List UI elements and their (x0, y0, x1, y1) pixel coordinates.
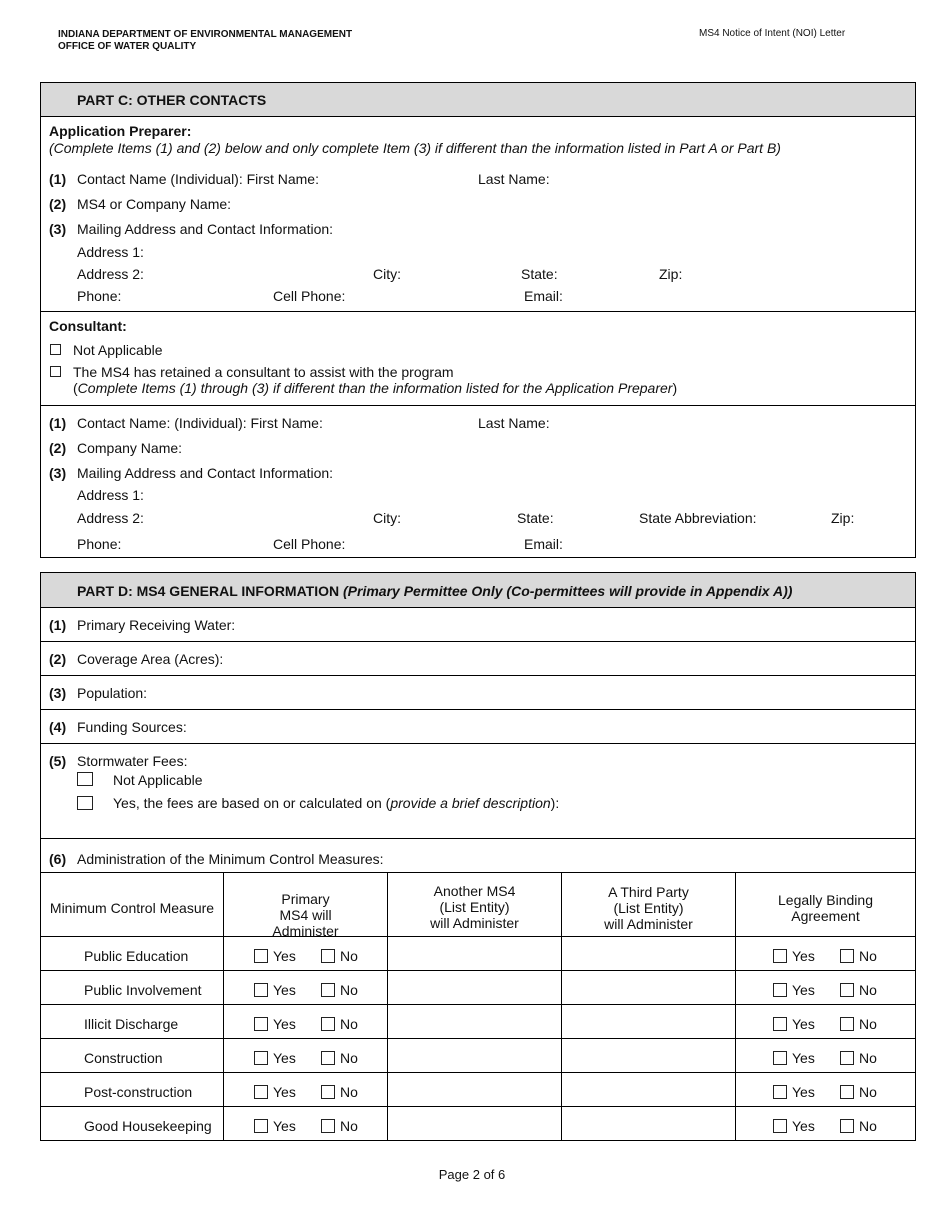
preparer-last-name-label: Last Name: (478, 171, 550, 187)
yes-label: Yes (792, 1084, 815, 1100)
stormwater-fees-label: Stormwater Fees: (77, 753, 188, 769)
consultant-heading: Consultant: (49, 318, 127, 334)
agreement-no-checkbox[interactable] (840, 1051, 854, 1065)
primary-yes-checkbox[interactable] (254, 1017, 268, 1031)
agreement-no-checkbox[interactable] (840, 949, 854, 963)
preparer-city-label: City: (373, 266, 401, 282)
table-row-divider (40, 1038, 916, 1039)
no-label: No (859, 948, 877, 964)
item-number: (4) (49, 719, 67, 735)
fees-not-applicable-checkbox[interactable] (77, 772, 93, 786)
agency-line-2: OFFICE OF WATER QUALITY (58, 41, 197, 52)
divider (40, 641, 916, 642)
part-d-title (77, 583, 792, 599)
consultant-phone-label: Phone: (77, 536, 122, 552)
col-header-measure: Minimum Control Measure (49, 900, 215, 916)
divider (40, 607, 916, 608)
item-number: (1) (49, 171, 67, 187)
consultant-not-applicable-checkbox[interactable] (50, 344, 61, 355)
no-label: No (859, 982, 877, 998)
no-label: No (859, 1016, 877, 1032)
primary-yes-checkbox[interactable] (254, 1051, 268, 1065)
preparer-cell-label: Cell Phone: (273, 288, 346, 304)
preparer-first-name-label: Contact Name (Individual): First Name: (77, 171, 319, 187)
population-label: Population: (77, 685, 148, 701)
agreement-yes-checkbox[interactable] (773, 1017, 787, 1031)
yes-label: Yes (273, 1050, 296, 1066)
agreement-no-checkbox[interactable] (840, 1017, 854, 1031)
fees-yes-checkbox[interactable] (77, 796, 93, 810)
preparer-company-label: MS4 or Company Name: (77, 196, 232, 212)
col-header-another: Another MS4 (List Entity) will Administer (430, 883, 519, 931)
part-c-title: PART C: OTHER CONTACTS (77, 92, 267, 108)
agreement-no-checkbox[interactable] (840, 1085, 854, 1099)
no-label: No (340, 1084, 358, 1100)
primary-no-checkbox[interactable] (321, 1119, 335, 1133)
yes-label: Yes (273, 982, 296, 998)
agency-line-1: INDIANA DEPARTMENT OF ENVIRONMENTAL MANAGEMENT (58, 29, 353, 40)
consultant-last-name-label: Last Name: (478, 415, 550, 431)
item-number: (6) (49, 851, 67, 867)
mcm-row-label: Public Education (84, 948, 189, 964)
col-header-agreement: Legally Binding Agreement (778, 892, 873, 924)
consultant-zip-label: Zip: (831, 510, 855, 526)
preparer-mailing-label: Mailing Address and Contact Information: (77, 221, 334, 237)
item-number: (5) (49, 753, 67, 769)
preparer-zip-label: Zip: (659, 266, 683, 282)
item-number: (1) (49, 617, 67, 633)
agreement-no-checkbox[interactable] (840, 1119, 854, 1133)
no-label: No (859, 1050, 877, 1066)
primary-yes-checkbox[interactable] (254, 949, 268, 963)
no-label: No (859, 1118, 877, 1134)
coverage-area-label: Coverage Area (Acres): (77, 651, 224, 667)
table-row-divider (40, 1004, 916, 1005)
mcm-row-label: Post-construction (84, 1084, 193, 1100)
agreement-yes-checkbox[interactable] (773, 1051, 787, 1065)
mcm-row-label: Illicit Discharge (84, 1016, 179, 1032)
consultant-address2-label: Address 2: (77, 510, 144, 526)
item-number: (3) (49, 465, 67, 481)
divider (40, 116, 916, 117)
no-label: No (340, 948, 358, 964)
divider (40, 872, 916, 873)
primary-receiving-water-label: Primary Receiving Water: (77, 617, 236, 633)
agreement-yes-checkbox[interactable] (773, 983, 787, 997)
primary-yes-checkbox[interactable] (254, 1119, 268, 1133)
no-label: No (340, 1118, 358, 1134)
table-row-divider (40, 1106, 916, 1107)
consultant-mailing-label: Mailing Address and Contact Information: (77, 465, 334, 481)
table-row-divider (40, 1072, 916, 1073)
primary-yes-checkbox[interactable] (254, 983, 268, 997)
preparer-heading: Application Preparer: (49, 123, 192, 139)
consultant-cell-label: Cell Phone: (273, 536, 346, 552)
divider (40, 838, 916, 839)
yes-label: Yes (273, 1016, 296, 1032)
divider (40, 709, 916, 710)
preparer-state-label: State: (521, 266, 558, 282)
item-number: (2) (49, 440, 67, 456)
consultant-first-name-label: Contact Name: (Individual): First Name: (77, 415, 323, 431)
item-number: (1) (49, 415, 67, 431)
part-d-title-text: PART D: MS4 GENERAL INFORMATION (77, 583, 340, 599)
divider (40, 936, 916, 937)
divider (40, 675, 916, 676)
funding-sources-label: Funding Sources: (77, 719, 187, 735)
form-title: MS4 Notice of Intent (NOI) Letter (699, 28, 846, 39)
admin-mcm-label: Administration of the Minimum Control Measures: (77, 851, 384, 867)
consultant-state-label: State: (517, 510, 554, 526)
agreement-yes-checkbox[interactable] (773, 1119, 787, 1133)
yes-label: Yes (273, 948, 296, 964)
col-header-primary: Primary MS4 will Administer (272, 891, 339, 939)
paren: ) (672, 380, 678, 396)
yes-label: Yes (273, 1118, 296, 1134)
divider (40, 311, 916, 312)
agreement-no-checkbox[interactable] (840, 983, 854, 997)
primary-no-checkbox[interactable] (321, 949, 335, 963)
fees-yes-suffix: ): (550, 795, 560, 811)
fees-not-applicable-label: Not Applicable (113, 772, 203, 788)
yes-label: Yes (792, 1050, 815, 1066)
consultant-retained-label: The MS4 has retained a consultant to assist with the program (73, 364, 454, 380)
item-number: (2) (49, 196, 67, 212)
fees-yes-label (113, 795, 559, 811)
yes-label: Yes (792, 948, 815, 964)
no-label: No (340, 982, 358, 998)
consultant-company-label: Company Name: (77, 440, 183, 456)
consultant-retained-checkbox[interactable] (50, 366, 61, 377)
primary-no-checkbox[interactable] (321, 1017, 335, 1031)
consultant-note-text: Complete Items (1) through (3) if different than the information listed for the Application Preparer (77, 380, 673, 396)
primary-no-checkbox[interactable] (321, 1051, 335, 1065)
mcm-row-label: Good Housekeeping (84, 1118, 212, 1134)
item-number: (2) (49, 651, 67, 667)
yes-label: Yes (792, 1118, 815, 1134)
agreement-yes-checkbox[interactable] (773, 949, 787, 963)
yes-label: Yes (273, 1084, 296, 1100)
agency-name (58, 29, 352, 53)
consultant-address1-label: Address 1: (77, 487, 144, 503)
preparer-instruction: (Complete Items (1) and (2) below and only complete Item (3) if different than the information listed in Part A or Part B) (49, 140, 781, 156)
agreement-yes-checkbox[interactable] (773, 1085, 787, 1099)
no-label: No (340, 1016, 358, 1032)
item-number: (3) (49, 685, 67, 701)
consultant-state-abbreviation-label: State Abbreviation: (639, 510, 757, 526)
preparer-email-label: Email: (524, 288, 563, 304)
preparer-phone-label: Phone: (77, 288, 122, 304)
primary-yes-checkbox[interactable] (254, 1085, 268, 1099)
consultant-not-applicable-label: Not Applicable (73, 342, 163, 358)
mcm-row-label: Public Involvement (84, 982, 202, 998)
consultant-city-label: City: (373, 510, 401, 526)
divider (40, 405, 916, 406)
table-row-divider (40, 970, 916, 971)
col-header-third-party: A Third Party (List Entity) will Administer (604, 884, 693, 932)
page-number: Page 2 of 6 (438, 1167, 506, 1182)
primary-no-checkbox[interactable] (321, 1085, 335, 1099)
preparer-address1-label: Address 1: (77, 244, 144, 260)
fees-yes-prefix: Yes, the fees are based on or calculated on ( (113, 795, 391, 811)
yes-label: Yes (792, 982, 815, 998)
primary-no-checkbox[interactable] (321, 983, 335, 997)
preparer-address2-label: Address 2: (77, 266, 144, 282)
consultant-email-label: Email: (524, 536, 563, 552)
item-number: (3) (49, 221, 67, 237)
yes-label: Yes (792, 1016, 815, 1032)
no-label: No (340, 1050, 358, 1066)
no-label: No (859, 1084, 877, 1100)
consultant-retained-note (73, 380, 677, 396)
fees-yes-italic: provide a brief description (390, 795, 551, 811)
divider (40, 743, 916, 744)
paren: ( (73, 380, 78, 396)
mcm-row-label: Construction (84, 1050, 163, 1066)
part-d-title-note: (Primary Permittee Only (Co-permittees will provide in Appendix A)) (343, 583, 793, 599)
